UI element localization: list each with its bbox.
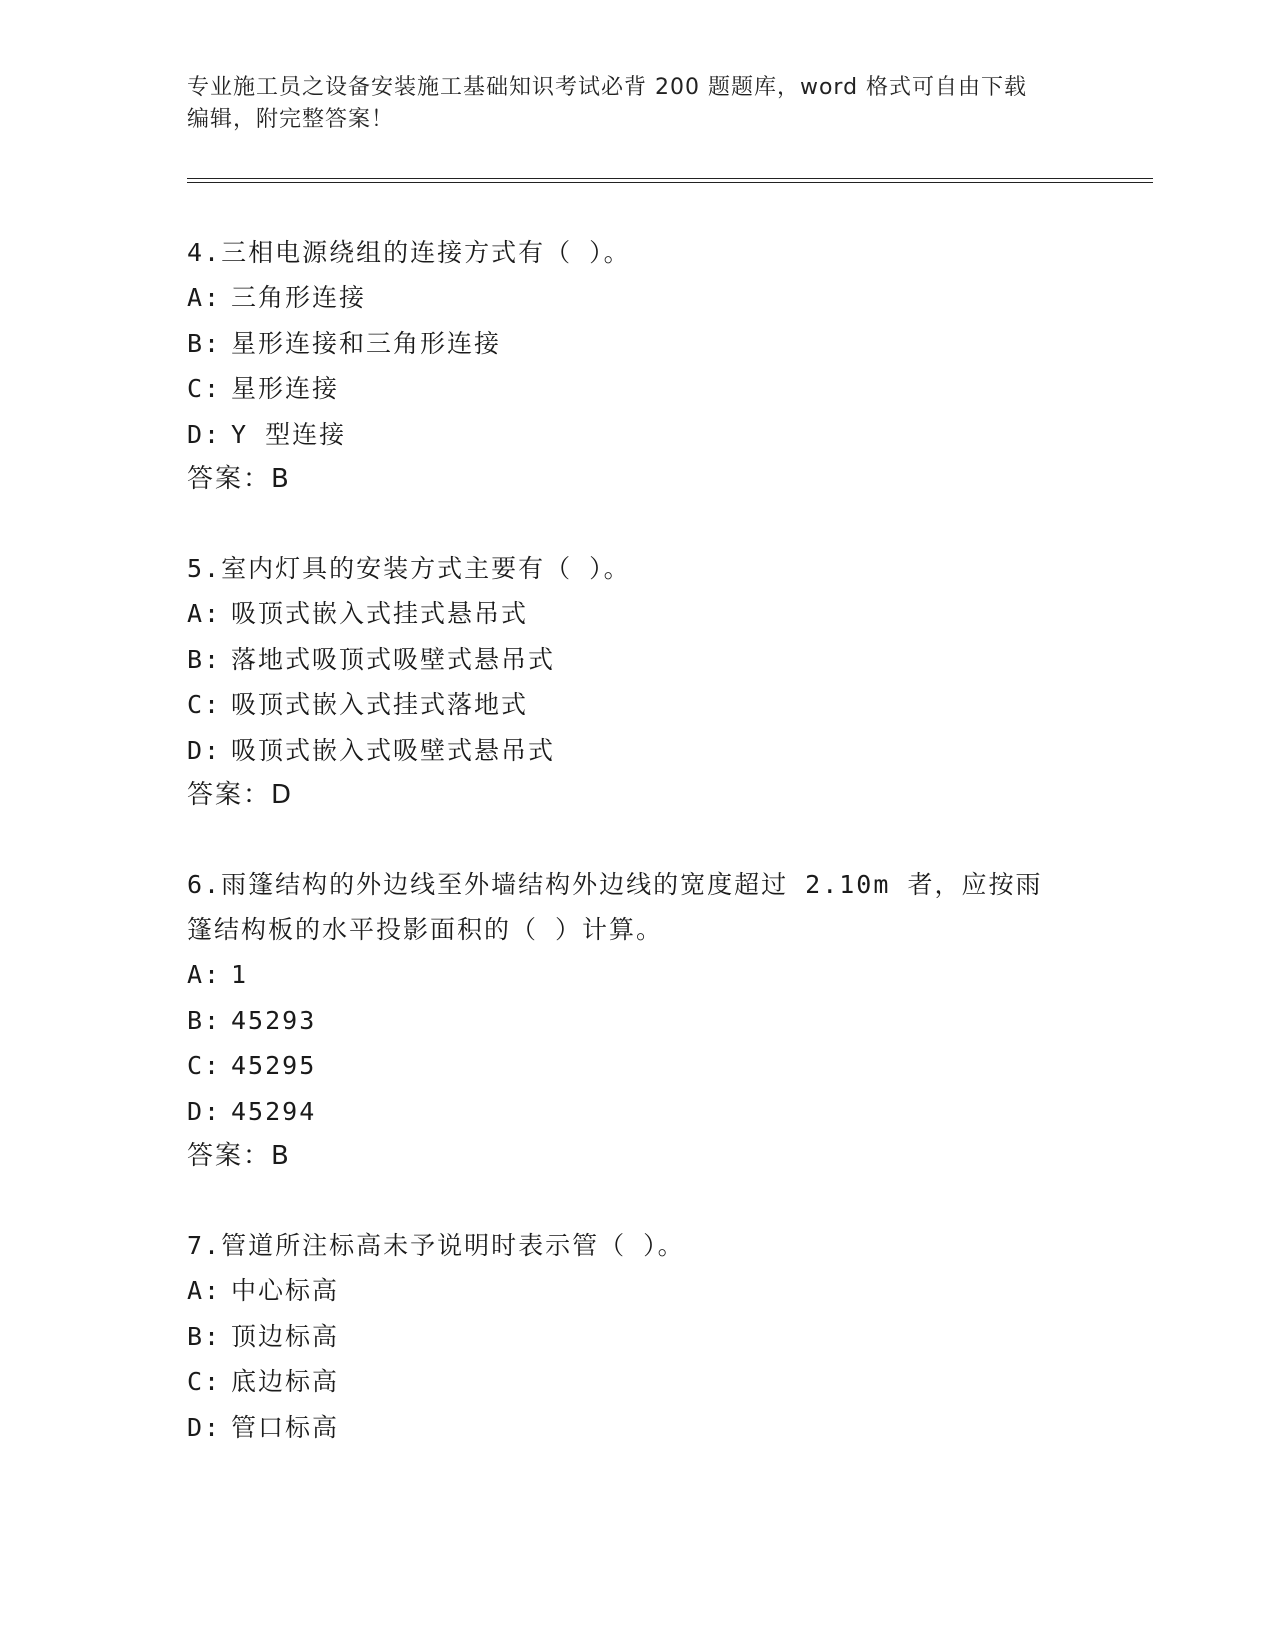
header-divider-bottom	[187, 182, 1153, 183]
option-letter: C:	[187, 690, 222, 719]
option-row	[187, 412, 1087, 458]
option-text: 星形连接	[231, 374, 340, 403]
option-letter: C:	[187, 1051, 222, 1080]
option-letter: B:	[187, 1005, 222, 1035]
option-row	[187, 1043, 1087, 1089]
option-row	[187, 728, 1087, 774]
option-letter: C:	[187, 374, 222, 403]
option-row	[187, 682, 1087, 728]
header-divider-top	[187, 178, 1153, 179]
option-text: 45294	[231, 1096, 317, 1126]
header-line-2: 编辑，附完整答案！	[187, 107, 395, 132]
option-text: 管口标高	[231, 1412, 340, 1442]
header-line-1: 专业施工员之设备安装施工基础知识考试必背 200 题题库，word 格式可自由下载	[187, 75, 1028, 100]
option-letter: B:	[187, 1321, 222, 1351]
option-text: 三角形连接	[231, 283, 367, 312]
option-text: 吸顶式嵌入式吸壁式悬吊式	[231, 735, 556, 765]
option-text: 中心标高	[231, 1276, 340, 1305]
question-block	[187, 1223, 1087, 1450]
option-text: 45295	[231, 1051, 317, 1080]
question-stem: 5.室内灯具的安装方式主要有（ ）。	[187, 554, 631, 583]
question-stem: 6.雨篷结构的外边线至外墙结构外边线的宽度超过 2.10m 者，应按雨	[187, 870, 1043, 899]
question-list	[187, 230, 1087, 1494]
option-letter: D:	[187, 1412, 222, 1442]
question-stem: 篷结构板的水平投影面积的（ ）计算。	[187, 915, 664, 944]
option-row	[187, 637, 1087, 683]
answer-line: 答案：B	[187, 464, 291, 494]
option-row	[187, 321, 1087, 367]
option-row	[187, 998, 1087, 1044]
option-row	[187, 952, 1087, 998]
option-letter: C:	[187, 1367, 222, 1396]
option-letter: A:	[187, 960, 222, 989]
option-text: 星形连接和三角形连接	[231, 328, 502, 358]
option-letter: B:	[187, 328, 222, 358]
option-letter: D:	[187, 1096, 222, 1126]
option-letter: A:	[187, 1276, 222, 1305]
question-block	[187, 546, 1087, 818]
option-letter: A:	[187, 599, 222, 628]
option-letter: D:	[187, 419, 222, 449]
option-letter: B:	[187, 644, 222, 674]
option-row	[187, 275, 1087, 321]
option-row	[187, 591, 1087, 637]
option-row	[187, 1314, 1087, 1360]
option-row	[187, 1268, 1087, 1314]
question-block	[187, 862, 1087, 1179]
option-letter: A:	[187, 283, 222, 312]
option-text: 吸顶式嵌入式挂式悬吊式	[231, 599, 529, 628]
option-letter: D:	[187, 735, 222, 765]
option-text: 落地式吸顶式吸壁式悬吊式	[231, 644, 556, 674]
question-stem: 4.三相电源绕组的连接方式有（ ）。	[187, 238, 631, 267]
question-block	[187, 230, 1087, 502]
answer-line: 答案：D	[187, 780, 294, 810]
document-header	[187, 72, 1067, 136]
option-row	[187, 1089, 1087, 1135]
option-row	[187, 366, 1087, 412]
question-stem: 7.管道所注标高未予说明时表示管（ ）。	[187, 1231, 685, 1260]
option-row	[187, 1405, 1087, 1451]
answer-line: 答案：B	[187, 1141, 291, 1171]
option-text: 底边标高	[231, 1367, 340, 1396]
option-text: 1	[231, 960, 249, 989]
option-text: Y 型连接	[231, 419, 347, 449]
option-text: 顶边标高	[231, 1321, 340, 1351]
option-row	[187, 1359, 1087, 1405]
option-text: 45293	[231, 1005, 317, 1035]
option-text: 吸顶式嵌入式挂式落地式	[231, 690, 529, 719]
